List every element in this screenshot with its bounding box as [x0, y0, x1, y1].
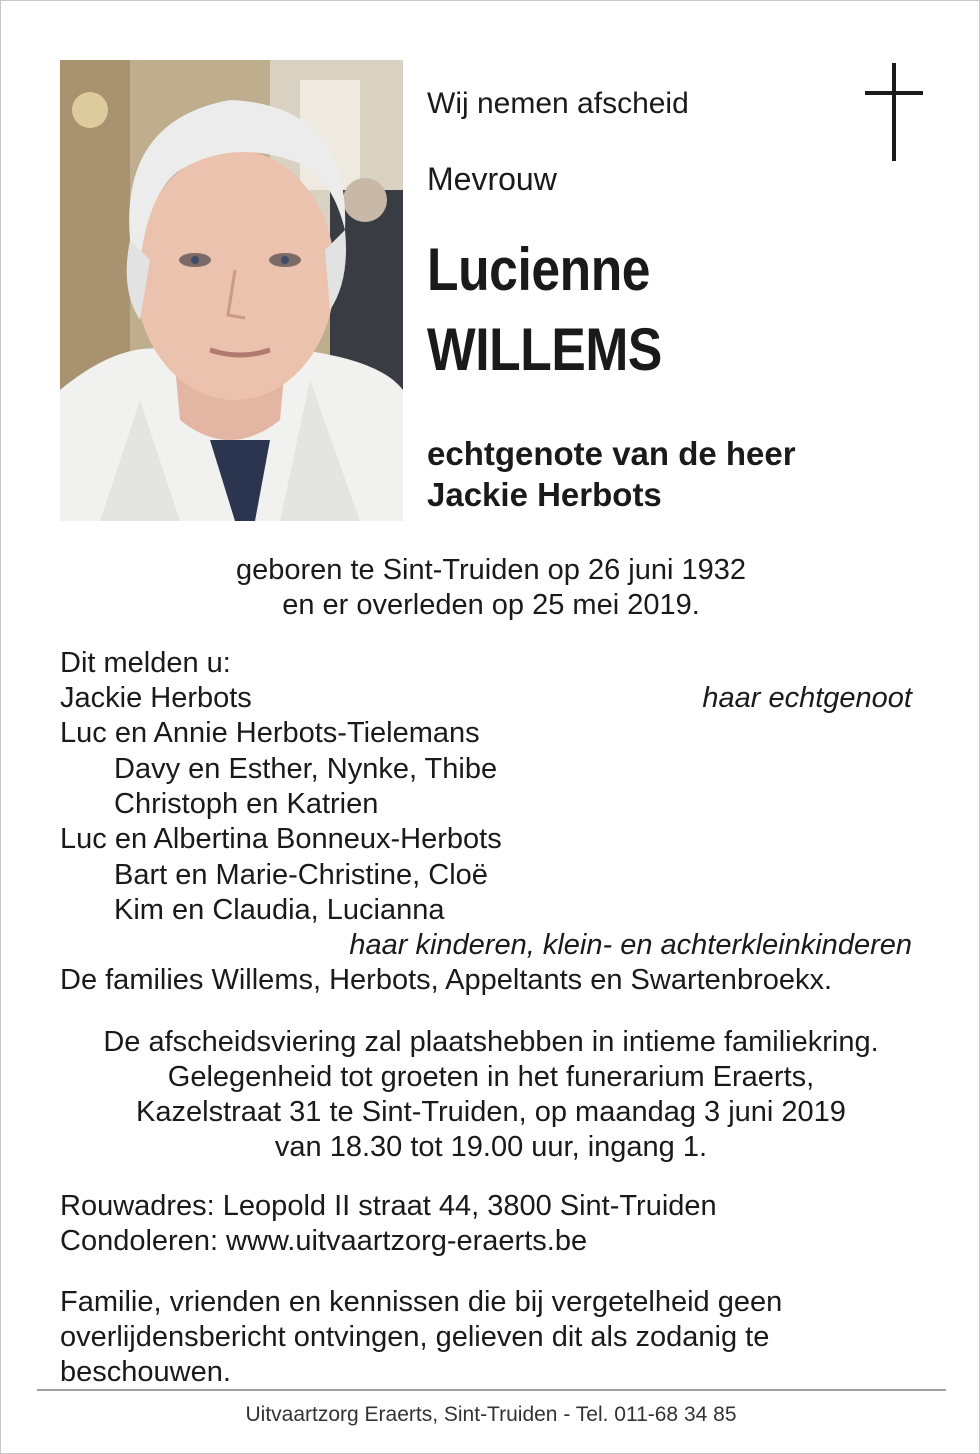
spouse-line-1: echtgenote van de heer [427, 435, 796, 472]
family-grandchild-1: Davy en Esther, Nynke, Thibe [114, 753, 498, 785]
footer-divider [37, 1389, 946, 1391]
condolence-link[interactable]: Condoleren: www.uitvaartzorg-eraerts.be [60, 1225, 588, 1257]
honorific: Mevrouw [427, 161, 557, 197]
birth-line: geboren te Sint-Truiden op 26 juni 1932 [235, 554, 746, 586]
family-child-2: Luc en Albertina Bonneux-Herbots [60, 823, 502, 855]
spouse-line-2: Jackie Herbots [427, 476, 662, 513]
life-dates [1, 553, 980, 623]
cross-icon [865, 63, 923, 161]
family-grandchild-3: Bart en Marie-Christine, Cloë [114, 859, 488, 891]
death-line: en er overleden op 25 mei 2019. [282, 589, 700, 621]
family-child-1: Luc en Annie Herbots-Tielemans [60, 717, 480, 749]
last-name: WILLEMS [427, 316, 662, 383]
ceremony-line-2: Gelegenheid tot groeten in het funerarium Eraerts, [167, 1061, 815, 1093]
first-name: Lucienne [427, 236, 651, 303]
husband-role: haar echtgenoot [702, 682, 912, 714]
ceremony-info [1, 1025, 980, 1165]
spouse-info [427, 433, 796, 515]
ceremony-line-4: van 18.30 tot 19.00 uur, ingang 1. [274, 1131, 708, 1163]
portrait-photo [60, 60, 403, 521]
ceremony-line-3: Kazelstraat 31 te Sint-Truiden, op maandag 3 juni 2019 [136, 1096, 846, 1128]
children-role: haar kinderen, klein- en achterkleinkinderen [349, 929, 912, 961]
mourning-address: Rouwadres: Leopold II straat 44, 3800 Sint-Truiden [60, 1190, 717, 1222]
family-grandchild-2: Christoph en Katrien [114, 788, 379, 820]
family-grandchild-4: Kim en Claudia, Lucianna [114, 894, 445, 926]
family-husband: Jackie Herbots [60, 682, 252, 714]
footer-text: Uitvaartzorg Eraerts, Sint-Truiden - Tel. 011-68 34 85 [245, 1403, 737, 1426]
contact-info [60, 1189, 717, 1259]
ceremony-line-1: De afscheidsviering zal plaatshebben in intieme familiekring. [103, 1026, 879, 1058]
family-intro: Dit melden u: [60, 647, 231, 679]
deceased-name [427, 238, 662, 382]
family-families: De families Willems, Herbots, Appeltants en Swartenbroekx. [60, 964, 833, 996]
notice-text: Familie, vrienden en kennissen die bij vergetelheid geen overlijdensbericht ontvingen, gelieven dit als zodanig te beschouwen. [60, 1286, 783, 1388]
intro-text: Wij nemen afscheid [427, 87, 689, 120]
